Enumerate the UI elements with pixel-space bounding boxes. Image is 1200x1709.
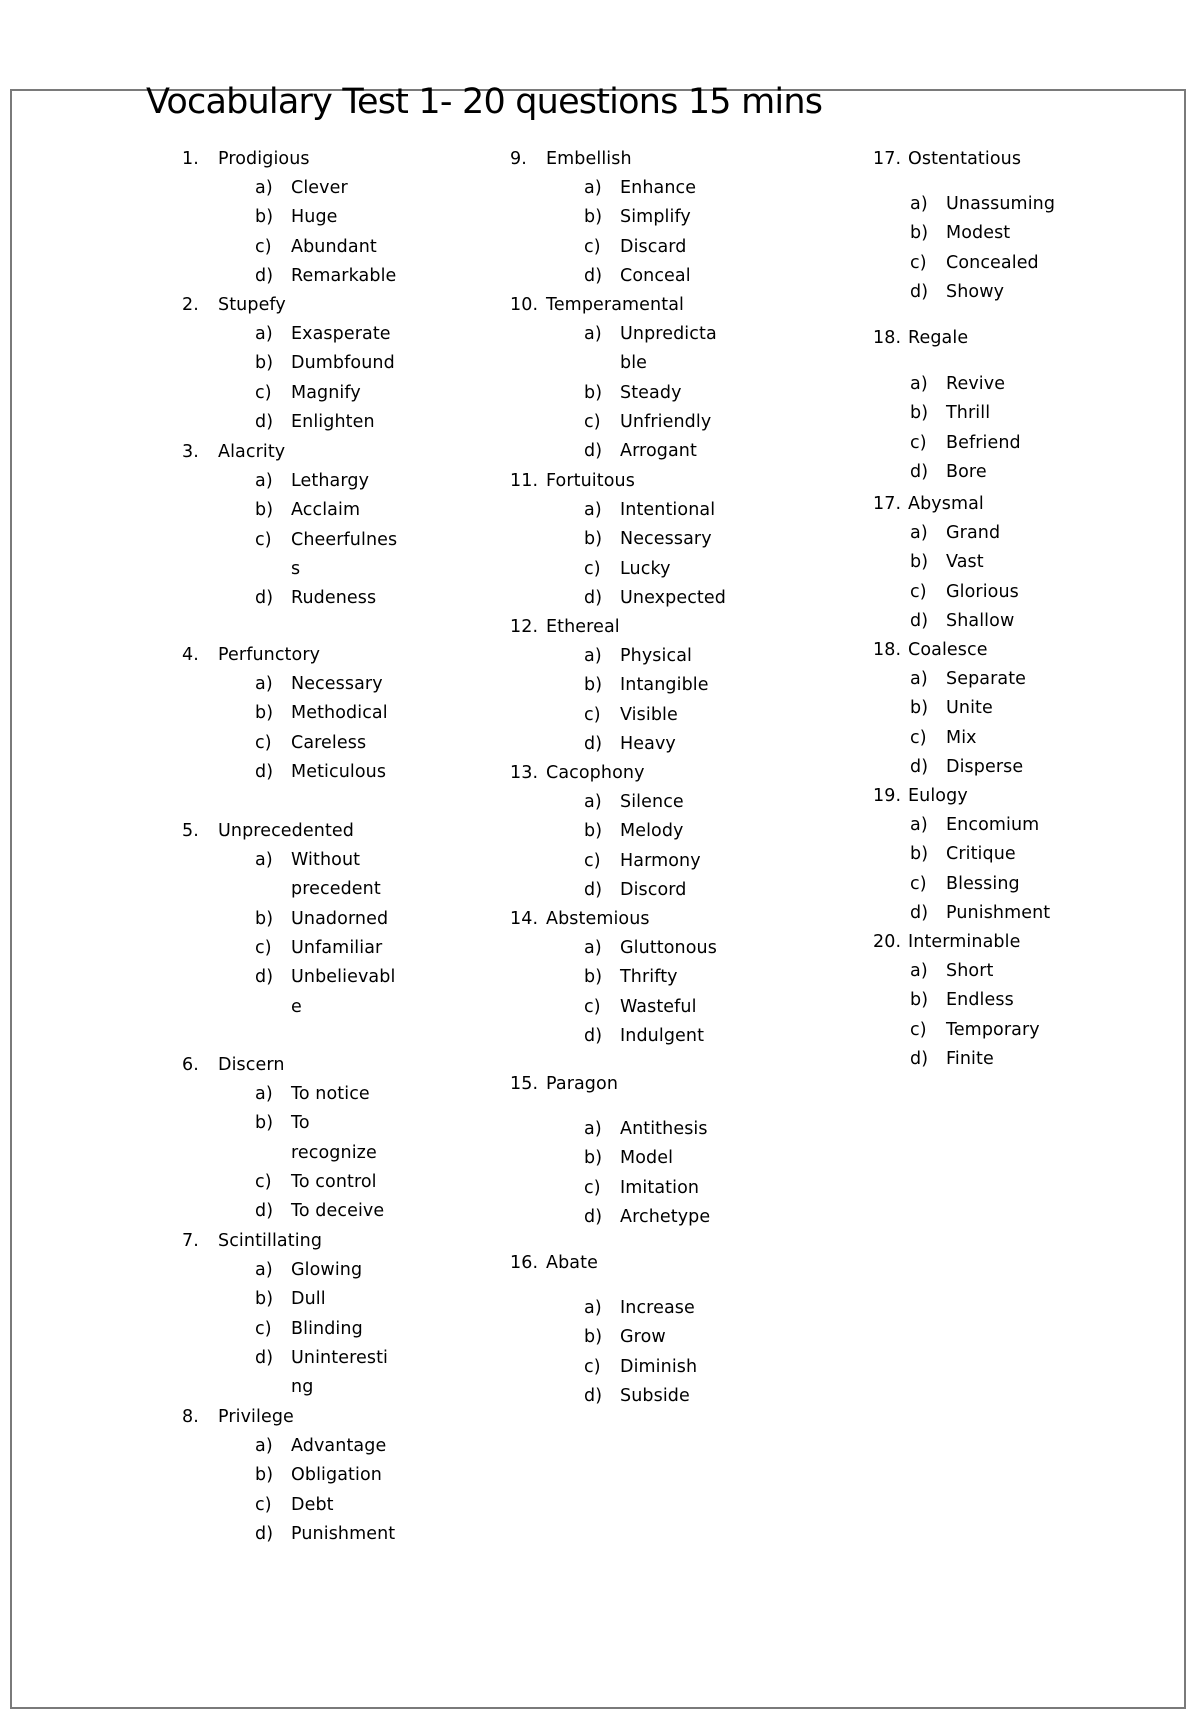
option-text: Heavy (620, 733, 676, 754)
option-text: Melody (620, 821, 684, 842)
option-text: Punishment (946, 902, 1051, 923)
option-text: Silence (620, 792, 684, 812)
option-text: Subside (620, 1385, 690, 1406)
option-letter: c) (255, 1318, 272, 1339)
option-text: Separate (946, 669, 1027, 689)
option-text: Cheerfulnes (291, 529, 398, 550)
option-letter: d) (255, 588, 274, 609)
question-word: Ethereal (546, 617, 620, 637)
option-letter: c) (910, 727, 927, 748)
option-text: Punishment (291, 1523, 396, 1544)
option-text: Dumbfound (291, 353, 395, 374)
option-text: Blessing (946, 873, 1020, 894)
option-text: To deceive (291, 1201, 385, 1222)
question-word: Alacrity (218, 442, 286, 462)
option-text: Diminish (620, 1356, 698, 1377)
option-text: Blinding (291, 1318, 363, 1339)
option-text: Obligation (291, 1465, 382, 1486)
question-number: 10. (510, 295, 539, 315)
option-letter: c) (255, 732, 272, 753)
option-text: Discard (620, 236, 687, 257)
option-letter: c) (584, 996, 601, 1017)
question-number: 16. (510, 1253, 539, 1273)
option-letter: d) (910, 902, 929, 923)
option-letter: b) (255, 1289, 274, 1310)
option-text: Huge (291, 207, 338, 228)
question-number: 13. (510, 763, 539, 783)
option-text: Gluttonous (620, 938, 717, 958)
question-number: 17. (873, 494, 902, 514)
option-text: Model (620, 1148, 674, 1169)
option-text: Increase (620, 1298, 695, 1318)
option-letter: d) (255, 761, 274, 782)
option-letter: d) (255, 1201, 274, 1222)
option-text: Encomium (946, 815, 1040, 835)
option-text: To control (291, 1171, 377, 1192)
question-number: 14. (510, 909, 539, 929)
option-text: Indulgent (620, 1025, 705, 1046)
option-text: Concealed (946, 252, 1039, 273)
question-word: Ostentatious (908, 149, 1022, 169)
option-text: Grand (946, 523, 1001, 543)
option-text: Archetype (620, 1206, 711, 1227)
option-text: Conceal (620, 265, 691, 286)
option-letter: d) (910, 281, 929, 302)
option-letter: a) (910, 523, 928, 543)
option-text: Steady (620, 382, 682, 403)
option-letter: c) (255, 1494, 272, 1515)
option-text: Physical (620, 646, 692, 666)
option-letter: a) (255, 1260, 273, 1280)
option-letter: a) (255, 1084, 273, 1104)
option-text: Enhance (620, 178, 697, 198)
option-letter: a) (255, 178, 273, 198)
question-word: Temperamental (546, 295, 684, 315)
question-number: 11. (510, 471, 539, 491)
option-letter: b) (255, 500, 274, 521)
option-text: Simplify (620, 207, 691, 228)
option-letter: a) (584, 792, 602, 812)
question-number: 19. (873, 786, 902, 806)
option-letter: b) (255, 908, 274, 929)
question-word: Unprecedented (218, 821, 354, 841)
option-letter: a) (255, 850, 273, 870)
option-letter: d) (255, 265, 274, 286)
option-letter: a) (584, 178, 602, 198)
option-text: Uninteresti (291, 1347, 388, 1368)
option-text: Glowing (291, 1260, 363, 1280)
option-letter: d) (910, 610, 929, 631)
option-text: Vast (946, 552, 984, 573)
option-text: Unfriendly (620, 411, 712, 432)
option-text: Disperse (946, 756, 1024, 777)
question-word: Privilege (218, 1407, 294, 1427)
option-letter: b) (910, 403, 929, 424)
question-word: Prodigious (218, 149, 310, 169)
option-text: Enlighten (291, 411, 375, 432)
option-text: Necessary (291, 674, 383, 694)
option-text: Glorious (946, 581, 1019, 602)
option-letter: a) (910, 815, 928, 835)
option-text: Necessary (620, 529, 712, 550)
option-text: Discord (620, 879, 687, 900)
option-letter: c) (910, 432, 927, 453)
question-word: Fortuitous (546, 471, 635, 491)
option-letter: b) (255, 353, 274, 374)
option-text: Unfamiliar (291, 937, 383, 958)
option-text: Clever (291, 178, 348, 198)
option-letter: b) (584, 675, 603, 696)
option-text: Thrifty (620, 967, 678, 988)
option-letter: d) (910, 756, 929, 777)
option-text: Temporary (946, 1019, 1040, 1040)
question-word: Cacophony (546, 763, 645, 783)
option-letter: b) (584, 967, 603, 988)
option-text: Magnify (291, 382, 361, 403)
option-letter: a) (584, 500, 602, 520)
option-letter: a) (584, 646, 602, 666)
option-letter: c) (584, 411, 601, 432)
option-letter: d) (584, 1385, 603, 1406)
option-text: Modest (946, 223, 1011, 244)
question-number: 7. (182, 1231, 199, 1251)
option-text: Antithesis (620, 1119, 708, 1139)
option-letter: b) (584, 821, 603, 842)
option-letter: a) (584, 1298, 602, 1318)
option-text: Bore (946, 461, 987, 482)
option-letter: a) (910, 194, 928, 214)
option-text: Arrogant (620, 441, 697, 462)
option-letter: d) (255, 967, 274, 988)
page-title: Vocabulary Test 1- 20 questions 15 mins (146, 82, 823, 122)
question-number: 9. (510, 149, 527, 169)
option-text-continuation: ble (620, 353, 648, 374)
option-letter: a) (255, 1436, 273, 1456)
option-text: Imitation (620, 1177, 700, 1198)
question-word: Abate (546, 1253, 598, 1273)
option-letter: d) (584, 441, 603, 462)
question-word: Interminable (908, 932, 1021, 952)
option-letter: b) (584, 529, 603, 550)
option-letter: a) (255, 471, 273, 491)
option-text: Revive (946, 374, 1006, 394)
option-text: Grow (620, 1327, 666, 1348)
option-letter: c) (255, 1171, 272, 1192)
option-text: Debt (291, 1494, 334, 1515)
option-text: Lethargy (291, 471, 370, 491)
option-letter: a) (584, 938, 602, 958)
option-letter: c) (255, 937, 272, 958)
option-letter: c) (255, 529, 272, 550)
option-text: Lucky (620, 558, 671, 579)
option-text-continuation: recognize (291, 1142, 377, 1163)
option-text: Intentional (620, 500, 716, 520)
option-text-continuation: precedent (291, 879, 381, 900)
option-text: Unexpected (620, 587, 726, 608)
question-word: Discern (218, 1055, 285, 1075)
question-number: 8. (182, 1407, 199, 1427)
option-text: Short (946, 961, 994, 981)
option-text: Visible (620, 704, 678, 725)
option-letter: d) (255, 1523, 274, 1544)
option-letter: b) (255, 703, 274, 724)
option-letter: a) (584, 324, 602, 344)
option-text-continuation: s (291, 558, 301, 579)
option-text: Methodical (291, 703, 388, 724)
question-word: Abstemious (546, 909, 650, 929)
question-word: Scintillating (218, 1231, 323, 1251)
option-text: Thrill (946, 403, 991, 424)
option-letter: b) (910, 552, 929, 573)
option-letter: b) (255, 207, 274, 228)
option-text: Dull (291, 1289, 326, 1310)
question-number: 1. (182, 149, 199, 169)
question-number: 18. (873, 328, 902, 348)
option-text: Harmony (620, 850, 701, 871)
option-letter: d) (584, 265, 603, 286)
question-number: 18. (873, 640, 902, 660)
option-letter: d) (584, 1025, 603, 1046)
question-word: Regale (908, 328, 969, 348)
option-letter: b) (584, 207, 603, 228)
option-letter: a) (255, 674, 273, 694)
option-text: Unpredicta (620, 324, 717, 344)
question-word: Abysmal (908, 494, 984, 514)
option-letter: a) (584, 1119, 602, 1139)
option-letter: b) (910, 223, 929, 244)
option-text: Abundant (291, 236, 377, 257)
question-number: 2. (182, 295, 199, 315)
option-letter: a) (255, 324, 273, 344)
option-letter: d) (910, 1048, 929, 1069)
option-letter: a) (910, 374, 928, 394)
option-text: Careless (291, 732, 367, 753)
option-letter: d) (255, 411, 274, 432)
question-word: Perfunctory (218, 645, 321, 665)
option-letter: c) (255, 382, 272, 403)
option-text: Finite (946, 1048, 994, 1069)
option-text: To (291, 1113, 310, 1134)
option-letter: c) (255, 236, 272, 257)
question-number: 15. (510, 1074, 539, 1094)
option-text: Exasperate (291, 324, 391, 344)
option-letter: b) (584, 1327, 603, 1348)
option-text: Wasteful (620, 996, 697, 1017)
option-text: Unadorned (291, 908, 389, 929)
option-letter: c) (584, 704, 601, 725)
option-text: Mix (946, 727, 977, 748)
option-letter: d) (255, 1347, 274, 1368)
option-letter: b) (255, 1465, 274, 1486)
option-text: Befriend (946, 432, 1021, 453)
option-text: Acclaim (291, 500, 361, 521)
option-letter: b) (910, 844, 929, 865)
question-word: Stupefy (218, 295, 286, 315)
option-letter: c) (584, 850, 601, 871)
question-number: 6. (182, 1055, 199, 1075)
option-letter: a) (910, 961, 928, 981)
option-text: Unbelievabl (291, 967, 396, 988)
option-text-continuation: ng (291, 1377, 314, 1398)
option-letter: c) (910, 1019, 927, 1040)
option-text: Remarkable (291, 265, 397, 286)
option-letter: d) (584, 1206, 603, 1227)
question-word: Eulogy (908, 786, 968, 806)
question-number: 4. (182, 645, 199, 665)
option-letter: c) (584, 1356, 601, 1377)
option-letter: b) (910, 698, 929, 719)
option-text: Advantage (291, 1436, 387, 1456)
question-number: 12. (510, 617, 539, 637)
option-letter: c) (584, 236, 601, 257)
option-text: Intangible (620, 675, 709, 696)
option-text-continuation: e (291, 996, 302, 1017)
option-letter: d) (584, 879, 603, 900)
option-letter: c) (910, 581, 927, 602)
option-letter: d) (584, 733, 603, 754)
option-text: Unite (946, 698, 993, 719)
question-number: 3. (182, 442, 199, 462)
option-letter: c) (910, 873, 927, 894)
option-text: Shallow (946, 610, 1015, 631)
option-text: Without (291, 850, 361, 870)
option-letter: d) (584, 587, 603, 608)
option-text: Showy (946, 281, 1005, 302)
option-letter: b) (584, 1148, 603, 1169)
question-number: 5. (182, 821, 199, 841)
option-letter: b) (584, 382, 603, 403)
option-text: Rudeness (291, 588, 377, 609)
question-word: Coalesce (908, 640, 988, 660)
option-text: Endless (946, 990, 1014, 1011)
option-letter: d) (910, 461, 929, 482)
question-number: 20. (873, 932, 902, 952)
question-number: 17. (873, 149, 902, 169)
option-letter: b) (910, 990, 929, 1011)
option-letter: c) (584, 558, 601, 579)
option-text: Critique (946, 844, 1016, 865)
option-letter: c) (910, 252, 927, 273)
option-letter: b) (255, 1113, 274, 1134)
option-letter: c) (584, 1177, 601, 1198)
option-text: Unassuming (946, 194, 1056, 214)
question-word: Paragon (546, 1074, 619, 1094)
option-text: To notice (291, 1084, 370, 1104)
question-word: Embellish (546, 149, 632, 169)
option-text: Meticulous (291, 761, 387, 782)
option-letter: a) (910, 669, 928, 689)
